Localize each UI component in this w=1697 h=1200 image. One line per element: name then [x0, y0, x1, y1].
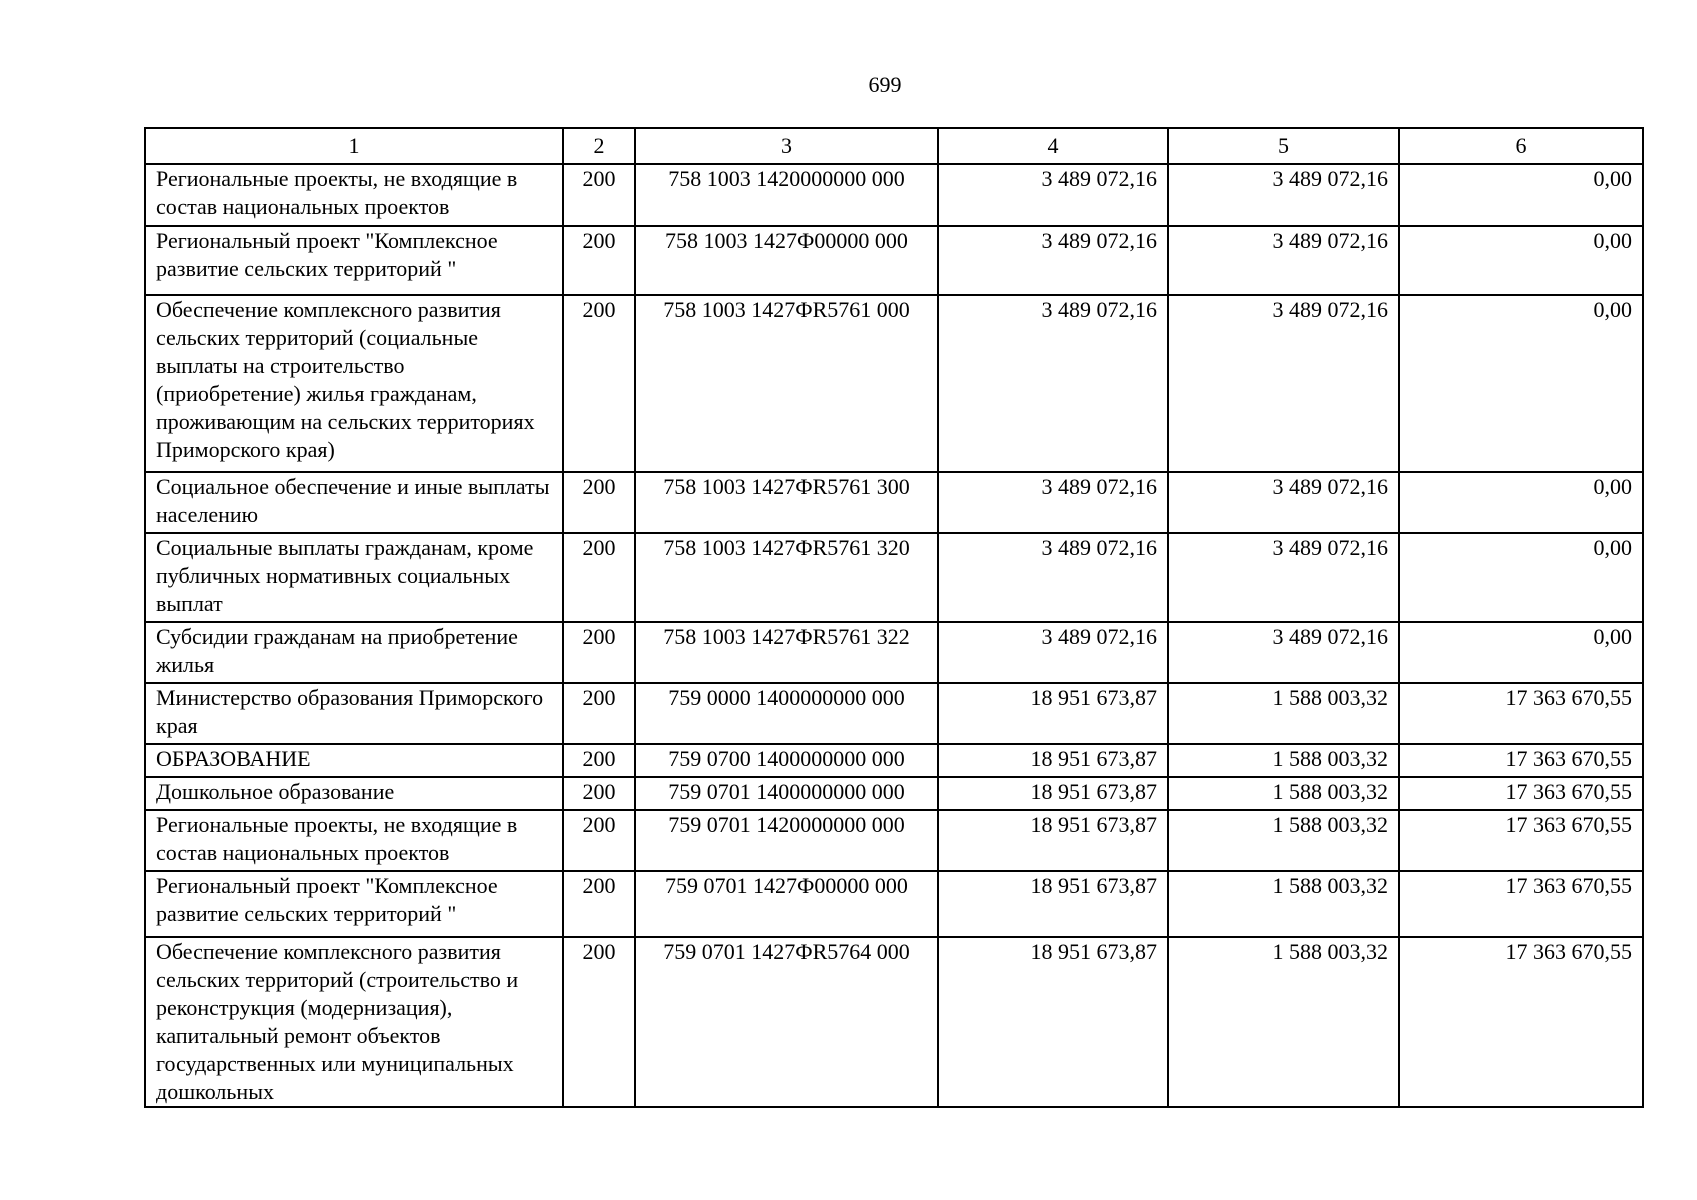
row-col6: 17 363 670,55: [1399, 683, 1643, 744]
row-col6: 17 363 670,55: [1399, 937, 1643, 1107]
row-name: Дошкольное образование: [145, 777, 563, 810]
row-col6: 17 363 670,55: [1399, 777, 1643, 810]
row-col4: 3 489 072,16: [938, 164, 1168, 226]
row-col5: 1 588 003,32: [1168, 810, 1399, 871]
row-code: 200: [563, 744, 635, 777]
row-name: ОБРАЗОВАНИЕ: [145, 744, 563, 777]
row-col4: 18 951 673,87: [938, 937, 1168, 1107]
row-classification: 758 1003 1427ФR5761 320: [635, 533, 938, 622]
table-row: [145, 164, 1643, 226]
row-col5: 1 588 003,32: [1168, 744, 1399, 777]
row-code: 200: [563, 533, 635, 622]
table-row: [145, 472, 1643, 533]
row-col5: 1 588 003,32: [1168, 937, 1399, 1107]
row-classification: 758 1003 1427ФR5761 322: [635, 622, 938, 683]
row-col6: 0,00: [1399, 164, 1643, 226]
row-classification: 759 0701 1427ФR5764 000: [635, 937, 938, 1107]
header-col-3: 3: [635, 128, 938, 164]
row-name: Социальное обеспечение и иные выплаты населению: [145, 472, 563, 533]
row-classification: 758 1003 1420000000 000: [635, 164, 938, 226]
header-col-5: 5: [1168, 128, 1399, 164]
row-col5: 3 489 072,16: [1168, 622, 1399, 683]
row-code: 200: [563, 937, 635, 1107]
row-code: 200: [563, 472, 635, 533]
row-name: Региональные проекты, не входящие в состав национальных проектов: [145, 164, 563, 226]
row-name: Региональный проект "Комплексное развитие сельских территорий ": [145, 871, 563, 937]
row-classification: 758 1003 1427Ф00000 000: [635, 226, 938, 295]
row-code: 200: [563, 683, 635, 744]
row-col5: 1 588 003,32: [1168, 683, 1399, 744]
row-name: Региональный проект "Комплексное развитие сельских территорий ": [145, 226, 563, 295]
row-col4: 18 951 673,87: [938, 683, 1168, 744]
budget-table: [144, 127, 1644, 1108]
table-row: [145, 810, 1643, 871]
header-col-6: 6: [1399, 128, 1643, 164]
table-row: [145, 777, 1643, 810]
header-col-2: 2: [563, 128, 635, 164]
row-classification: 759 0701 1400000000 000: [635, 777, 938, 810]
row-classification: 758 1003 1427ФR5761 000: [635, 295, 938, 472]
row-col6: 17 363 670,55: [1399, 871, 1643, 937]
table-row: [145, 226, 1643, 295]
table-row: [145, 871, 1643, 937]
row-col5: 3 489 072,16: [1168, 164, 1399, 226]
row-classification: 759 0000 1400000000 000: [635, 683, 938, 744]
page-number: 699: [868, 72, 902, 97]
row-name: Субсидии гражданам на приобретение жилья: [145, 622, 563, 683]
row-col5: 3 489 072,16: [1168, 295, 1399, 472]
row-col4: 18 951 673,87: [938, 777, 1168, 810]
row-col5: 1 588 003,32: [1168, 871, 1399, 937]
row-classification: 758 1003 1427ФR5761 300: [635, 472, 938, 533]
table-row: [145, 533, 1643, 622]
row-col6: 0,00: [1399, 622, 1643, 683]
row-code: 200: [563, 871, 635, 937]
row-name: Региональные проекты, не входящие в состав национальных проектов: [145, 810, 563, 871]
row-col5: 3 489 072,16: [1168, 472, 1399, 533]
row-col4: 3 489 072,16: [938, 533, 1168, 622]
row-col6: 0,00: [1399, 226, 1643, 295]
row-col5: 1 588 003,32: [1168, 777, 1399, 810]
row-col4: 3 489 072,16: [938, 226, 1168, 295]
row-code: 200: [563, 810, 635, 871]
header-col-4: 4: [938, 128, 1168, 164]
row-col4: 3 489 072,16: [938, 472, 1168, 533]
row-classification: 759 0700 1400000000 000: [635, 744, 938, 777]
row-name: Социальные выплаты гражданам, кроме публичных нормативных социальных выплат: [145, 533, 563, 622]
row-col4: 18 951 673,87: [938, 810, 1168, 871]
row-col6: 0,00: [1399, 533, 1643, 622]
row-col4: 3 489 072,16: [938, 622, 1168, 683]
header-row: [145, 128, 1643, 164]
row-col5: 3 489 072,16: [1168, 226, 1399, 295]
table-row: [145, 683, 1643, 744]
row-col6: 17 363 670,55: [1399, 810, 1643, 871]
table-row: [145, 937, 1643, 1107]
row-col6: 0,00: [1399, 295, 1643, 472]
row-col5: 3 489 072,16: [1168, 533, 1399, 622]
row-code: 200: [563, 164, 635, 226]
row-name: Обеспечение комплексного развития сельских территорий (строительство и реконструкция (модернизация), капитальный ремонт объектов государственных или муниципальных дошкольных: [145, 937, 563, 1107]
row-name: Обеспечение комплексного развития сельских территорий (социальные выплаты на строительство (приобретение) жилья гражданам, проживающим на сельских территориях Приморского края): [145, 295, 563, 472]
row-col6: 17 363 670,55: [1399, 744, 1643, 777]
row-code: 200: [563, 226, 635, 295]
row-col6: 0,00: [1399, 472, 1643, 533]
row-col4: 18 951 673,87: [938, 744, 1168, 777]
row-code: 200: [563, 622, 635, 683]
row-classification: 759 0701 1420000000 000: [635, 810, 938, 871]
row-col4: 18 951 673,87: [938, 871, 1168, 937]
row-code: 200: [563, 777, 635, 810]
table-row: [145, 744, 1643, 777]
row-code: 200: [563, 295, 635, 472]
header-col-1: 1: [145, 128, 563, 164]
table-row: [145, 295, 1643, 472]
row-classification: 759 0701 1427Ф00000 000: [635, 871, 938, 937]
table-row: [145, 622, 1643, 683]
row-name: Министерство образования Приморского края: [145, 683, 563, 744]
row-col4: 3 489 072,16: [938, 295, 1168, 472]
